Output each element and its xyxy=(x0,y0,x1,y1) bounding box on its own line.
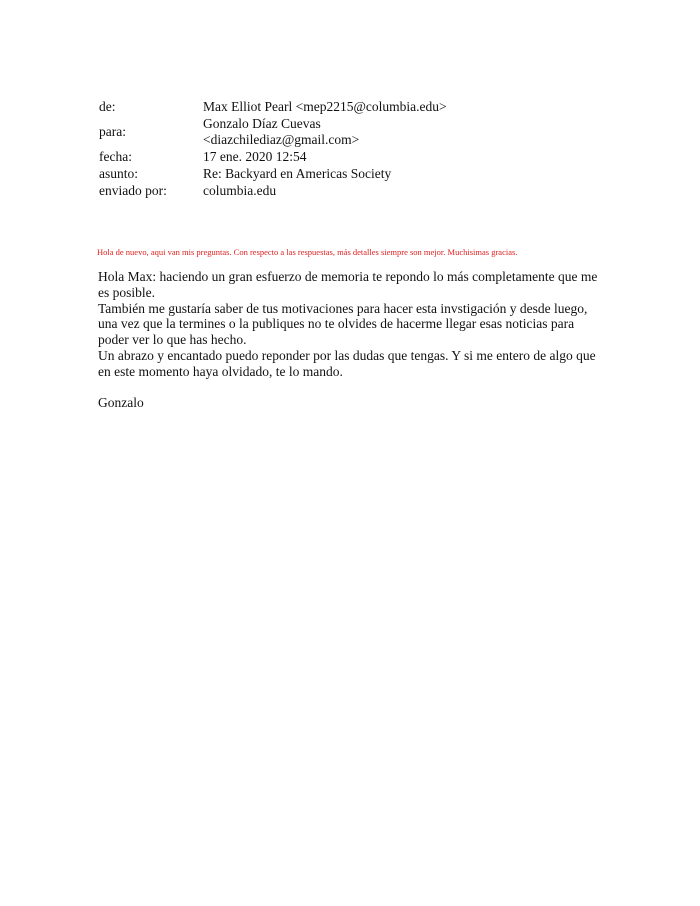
header-row-enviado xyxy=(99,183,483,200)
para-value-email: <diazchilediaz@gmail.com> xyxy=(203,132,360,147)
fecha-value: 17 ene. 2020 12:54 xyxy=(203,149,307,164)
de-value: Max Elliot Pearl <mep2215@columbia.edu> xyxy=(203,99,447,114)
header-row-para xyxy=(99,116,483,149)
email-header xyxy=(99,99,483,200)
email-body xyxy=(98,269,603,411)
body-paragraph-closing: Un abrazo y encantado puedo reponder por las dudas que tengas. Y si me entero de algo que en este momento haya olvidado, te lo mando. xyxy=(98,347,596,379)
paragraph-spacer xyxy=(98,380,603,396)
header-row-de xyxy=(99,99,483,116)
body-paragraph-motivation: También me gustaría saber de tus motivaciones para hacer esta invstigación y desde luego, una vez que la termines o la publiques no te olvides de hacerme llegar esas noticias para poder ver lo que has hecho. xyxy=(98,300,588,348)
signature: Gonzalo xyxy=(98,395,144,411)
body-paragraph-greeting: Hola Max: haciendo un gran esfuerzo de memoria te repondo lo más completamente que me es posible. xyxy=(98,269,598,300)
enviado-value: columbia.edu xyxy=(203,183,277,198)
asunto-label: asunto: xyxy=(99,166,138,181)
fecha-label: fecha: xyxy=(99,149,132,164)
header-row-fecha xyxy=(99,149,483,166)
para-label: para: xyxy=(99,124,126,139)
red-note: Hola de nuevo, aqui van mis preguntas. Con respecto a las respuestas, más detalles siempre son mejor. Muchisimas gracias. xyxy=(97,247,518,257)
para-value xyxy=(203,116,483,149)
enviado-label: enviado por: xyxy=(99,183,167,198)
de-label: de: xyxy=(99,99,116,114)
para-value-name: Gonzalo Díaz Cuevas xyxy=(203,116,321,131)
header-row-asunto xyxy=(99,166,483,183)
asunto-value: Re: Backyard en Americas Society xyxy=(203,166,392,181)
